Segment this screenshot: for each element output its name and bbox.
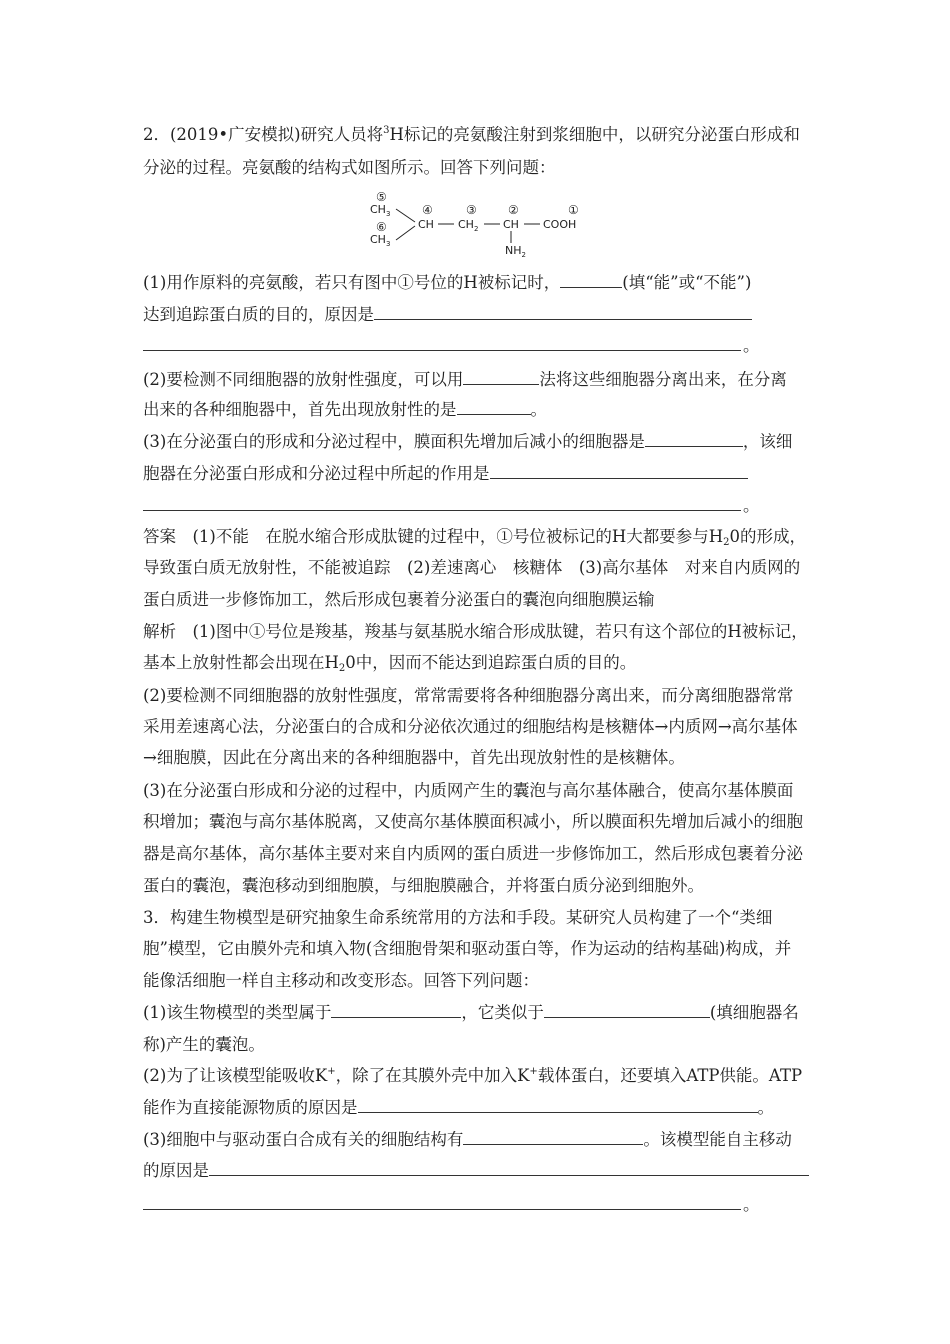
q2-p1-line-2 — [143, 305, 752, 325]
q3-p2-text-2: ，除了在其膜外壳中加入K — [335, 1066, 530, 1085]
q2-p1-hint: (填“能”或“不能”) — [622, 273, 752, 292]
explanation-text: 基本上放射性都会出现在H — [143, 653, 339, 672]
structure-num-1: ① — [568, 203, 579, 217]
answer-blank[interactable] — [457, 400, 531, 415]
bond-line — [396, 226, 415, 240]
explanation-line-6: (3)在分泌蛋白形成和分泌的过程中，内质网产生的囊泡与高尔基体融合，使高尔基体膜面 — [143, 781, 794, 800]
q3-p1-line-1 — [143, 1003, 799, 1023]
answer-line-2: 导致蛋白质无放射性，不能被追踪 (2)差速离心 核糖体 (3)高尔基体 对来自内质网的 — [143, 558, 801, 577]
ch2-group: $CH_2$ — [458, 218, 479, 233]
amino-group: $NH_2$ — [505, 244, 526, 259]
q3-p1-text-cont: ，它类似于 — [461, 1003, 544, 1022]
explanation-line-1: 解析 (1)图中①号位是羧基，羧基与氨基脱水缩合形成肽键，若只有这个部位的H被标记， — [143, 622, 808, 641]
answer-blank[interactable] — [358, 1098, 758, 1113]
q2-p3-line-2 — [143, 464, 748, 484]
q3-p3-reason-prompt: 的原因是 — [143, 1161, 209, 1180]
q2-stem-text-rest: H标记的亮氨酸注射到浆细胞中，以研究分泌蛋白形成和 — [389, 125, 800, 144]
period: 。 — [530, 400, 547, 419]
answer-line[interactable] — [143, 1209, 741, 1210]
q3-line-3: 能像活细胞一样自主移动和改变形态。回答下列问题： — [143, 971, 539, 990]
q3-p1-line-2: 称)产生的囊泡。 — [143, 1035, 265, 1054]
answer-blank[interactable] — [544, 1003, 710, 1018]
q2-line-2: 分泌的过程。亮氨酸的结构式如图所示。回答下列问题： — [143, 158, 556, 177]
q2-p1-reason-prompt: 达到追踪蛋白质的目的，原因是 — [143, 305, 374, 324]
explanation-line-3: (2)要检测不同细胞器的放射性强度，常常需要将各种细胞器分离出来，而分离细胞器常常 — [143, 686, 794, 705]
explanation-line-5: →细胞膜，因此在分离出来的各种细胞器中，首先出现放射性的是核糖体。 — [143, 748, 685, 767]
structure-num-3: ③ — [466, 203, 477, 217]
explanation-line-8: 器是高尔基体，高尔基体主要对来自内质网的蛋白质进一步修饰加工，然后形成包裹着分泌 — [143, 844, 803, 863]
period: 。 — [757, 1098, 774, 1117]
q2-p3-role-prompt: 胞器在分泌蛋白形成和分泌过程中所起的作用是 — [143, 464, 490, 483]
explanation-text-rest: 0中，因而不能达到追踪蛋白质的目的。 — [345, 653, 637, 672]
explanation-line-2 — [143, 653, 636, 673]
structure-num-2: ② — [508, 203, 519, 217]
q3-p1-hint: (填细胞器名 — [709, 1003, 799, 1022]
q2-p3-line-1 — [143, 432, 792, 452]
superscript: + — [327, 1066, 336, 1077]
q3-p2-line-1 — [143, 1066, 802, 1086]
q3-p3-text-cont: 。该模型能自主移动 — [643, 1130, 792, 1149]
bond-line — [396, 209, 415, 222]
q2-p2-text-cont: 法将这些细胞器分离出来，在分离 — [539, 370, 787, 389]
answer-blank[interactable] — [331, 1003, 461, 1018]
q3-line-1: 3．构建生物模型是研究抽象生命系统常用的方法和手段。某研究人员构建了一个“类细 — [143, 908, 773, 927]
superscript: + — [529, 1066, 538, 1077]
explanation-line-9: 蛋白的囊泡，囊泡移动到细胞膜，与细胞膜融合，并将蛋白质分泌到细胞外。 — [143, 876, 704, 895]
q2-p3-text-cont: ，该细 — [742, 432, 793, 451]
answer-blank[interactable] — [463, 370, 539, 385]
q3-p2-line-2 — [143, 1098, 774, 1118]
q3-line-2: 胞”模型，它由膜外壳和填入物(含细胞骨架和驱动蛋白等，作为运动的结构基础)构成，并 — [143, 939, 792, 958]
period: 。 — [743, 496, 760, 515]
subscript: 2 — [338, 663, 346, 674]
q2-p1-line-1 — [143, 273, 751, 293]
q3-p3-text: (3)细胞中与驱动蛋白合成有关的细胞结构有 — [143, 1130, 464, 1149]
methyl-bottom: $CH_3$ — [370, 233, 391, 248]
isotope-superscript: 3 — [383, 125, 390, 136]
answer-text-rest: 0的形成， — [729, 527, 807, 546]
q2-p2-line-2 — [143, 400, 547, 420]
q3-p2-text-3: 载体蛋白，还要填入ATP供能。ATP — [537, 1066, 803, 1085]
structure-num-4: ④ — [422, 203, 433, 217]
answer-blank[interactable] — [374, 305, 752, 320]
methyl-top: $CH_3$ — [370, 203, 391, 218]
subscript: 2 — [723, 537, 730, 548]
q3-p1-text: (1)该生物模型的类型属于 — [143, 1003, 332, 1022]
answer-line-1 — [143, 527, 806, 547]
ch-group: CH — [418, 218, 434, 231]
q2-p1-text: (1)用作原料的亮氨酸，若只有图中①号位的H被标记时， — [143, 273, 561, 292]
q2-p2-text: (2)要检测不同细胞器的放射性强度，可以用 — [143, 370, 464, 389]
q3-p3-line-1 — [143, 1130, 792, 1150]
q2-p2-text-2: 出来的各种细胞器中，首先出现放射性的是 — [143, 400, 457, 419]
q2-line-1 — [143, 125, 800, 145]
leucine-structure-diagram — [360, 190, 600, 260]
explanation-line-4: 采用差速离心法，分泌蛋白的合成和分泌依次通过的细胞结构是核糖体→内质网→高尔基体 — [143, 717, 798, 736]
period: 。 — [743, 336, 760, 355]
structure-num-6: ⑥ — [376, 220, 387, 234]
answer-blank[interactable] — [560, 273, 622, 288]
carboxyl-group: COOH — [543, 218, 577, 231]
q2-p2-line-1 — [143, 370, 787, 390]
answer-blank[interactable] — [645, 432, 743, 447]
q3-p2-text: (2)为了让该模型能吸收K — [143, 1066, 328, 1085]
alpha-carbon: CH — [503, 218, 519, 231]
answer-line[interactable] — [143, 510, 741, 511]
q2-stem-text: 2．(2019•广安模拟)研究人员将 — [143, 125, 384, 144]
q3-p3-line-2 — [143, 1161, 809, 1181]
q3-p2-reason-prompt: 能作为直接能源物质的原因是 — [143, 1098, 358, 1117]
period: 。 — [743, 1195, 760, 1214]
answer-blank[interactable] — [463, 1130, 643, 1145]
answer-blank[interactable] — [209, 1161, 809, 1176]
answer-line-3: 蛋白质进一步修饰加工，然后形成包裹着分泌蛋白的囊泡向细胞膜运输 — [143, 590, 655, 609]
explanation-line-7: 积增加；囊泡与高尔基体脱离，又使高尔基体膜面积减小，所以膜面积先增加后减小的细胞 — [143, 812, 803, 831]
answer-line[interactable] — [143, 350, 741, 351]
q2-p3-text: (3)在分泌蛋白的形成和分泌过程中，膜面积先增加后减小的细胞器是 — [143, 432, 645, 451]
answer-blank[interactable] — [490, 464, 748, 479]
answer-text: 答案 (1)不能 在脱水缩合形成肽键的过程中，①号位被标记的H大都要参与H — [143, 527, 724, 546]
structure-num-5: ⑤ — [376, 190, 387, 204]
